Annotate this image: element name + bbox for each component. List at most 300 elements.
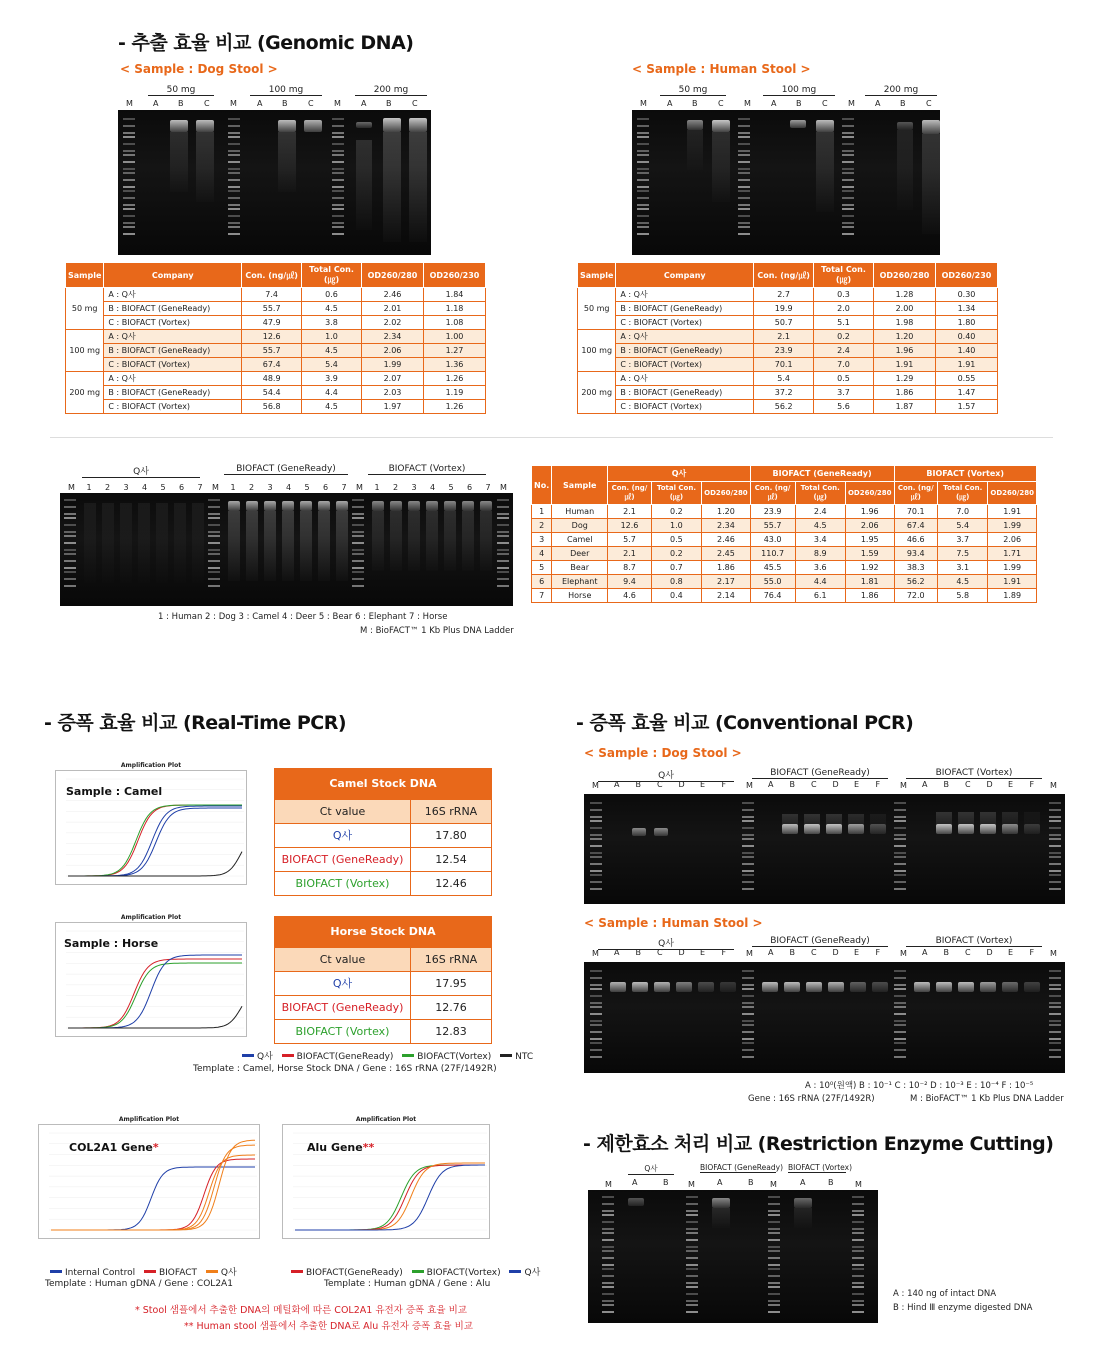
table-row — [532, 519, 1037, 533]
value-cell: 67.4 — [894, 519, 937, 533]
conv-lane-label: D — [832, 948, 839, 957]
conv-lane-label: A — [922, 948, 928, 957]
sample-header: Sample — [552, 466, 608, 505]
conv-lane-m: M — [1050, 781, 1057, 790]
gel-smear — [816, 132, 834, 212]
value-cell: 1.98 — [874, 316, 936, 330]
company-cell: B : BIOFACT (GeneReady) — [104, 302, 242, 316]
gel-band — [897, 122, 913, 130]
company-cell: A : Q사 — [616, 372, 754, 386]
company-header: BIOFACT (Vortex) — [894, 466, 1037, 482]
gel-band — [336, 501, 348, 511]
conv-lane-label: D — [832, 780, 839, 789]
species-lane-label: 3 — [411, 483, 417, 492]
value-cell: 45.5 — [750, 561, 795, 575]
sample-cell: 50 mg — [66, 288, 104, 330]
value-cell: 1.0 — [651, 519, 701, 533]
table-row — [66, 358, 486, 372]
gel-smear — [356, 140, 372, 230]
conv-lane-label: E — [1008, 948, 1014, 957]
value-cell: 1.28 — [874, 288, 936, 302]
alu-note: ** Human stool 샘플에서 추출한 DNA로 Alu 유전자 증폭 효율 비교 — [184, 1321, 473, 1332]
value-cell: 2.00 — [874, 302, 936, 316]
ladder-lane — [842, 118, 854, 243]
value-cell: 55.7 — [242, 344, 302, 358]
value-cell: 1.26 — [423, 400, 485, 414]
company-cell: C : BIOFACT (Vortex) — [616, 316, 754, 330]
company-cell: A : Q사 — [104, 288, 242, 302]
value-cell: 2.1 — [608, 547, 651, 561]
ct-table-row: BIOFACT (Vortex) 12.83 — [275, 1019, 491, 1043]
value-cell: 2.34 — [362, 330, 424, 344]
gel-band — [278, 120, 296, 132]
conv-lane-label: B — [789, 780, 795, 789]
value-cell: 1.71 — [988, 547, 1037, 561]
gel-smear — [712, 1208, 730, 1228]
species-lane-label: 7 — [485, 483, 491, 492]
species-lane-label: 5 — [160, 483, 166, 492]
table-header: OD260/230 — [935, 263, 997, 288]
gel-smear — [426, 511, 438, 571]
ladder-lane — [228, 118, 240, 243]
gel-smear — [980, 812, 996, 834]
gel-smear — [826, 814, 842, 834]
value-cell: 2.17 — [702, 575, 751, 589]
gel-smear — [687, 130, 703, 170]
gel-band — [356, 122, 372, 128]
species-group-label: Q사 — [82, 464, 200, 478]
lane-label: B — [796, 99, 802, 108]
table-row — [578, 344, 998, 358]
value-cell: 7.0 — [814, 358, 874, 372]
gel-smear — [408, 511, 420, 571]
horse-amplification-plot — [55, 914, 247, 1037]
dog-stool-label: < Sample : Dog Stool > — [120, 62, 278, 76]
ct-table-row: BIOFACT (Vortex) 12.46 — [275, 871, 491, 895]
gel-smear — [390, 511, 402, 571]
value-cell: 2.07 — [362, 372, 424, 386]
table-header: OD260/230 — [423, 263, 485, 288]
value-cell: 1.27 — [423, 344, 485, 358]
lane-label: B — [282, 99, 288, 108]
value-cell: 2.02 — [362, 316, 424, 330]
ladder-lane — [123, 118, 135, 243]
conv-dog-gel — [584, 794, 1065, 904]
conv-lane-label: F — [1029, 948, 1035, 957]
lane-m: M — [126, 99, 133, 108]
restriction-gel — [588, 1190, 878, 1323]
value-cell: 1.86 — [702, 561, 751, 575]
re-group-label: BIOFACT (Vortex) — [788, 1163, 853, 1172]
value-cell: 70.1 — [754, 358, 814, 372]
value-cell: 1.08 — [423, 316, 485, 330]
lane-m: M — [230, 99, 237, 108]
gel-smear — [372, 511, 384, 571]
gel-band — [794, 1198, 812, 1208]
company-header: BIOFACT (GeneReady) — [750, 466, 894, 482]
gel-band — [980, 982, 996, 992]
col2a1-legend: Internal Control BIOFACT Q사 — [44, 1265, 237, 1278]
col2a1-label: COL2A1 Gene* — [69, 1141, 159, 1154]
gel-smear — [409, 132, 427, 242]
ct-table-row: BIOFACT (GeneReady) 12.54 — [275, 847, 491, 871]
value-cell: 4.5 — [795, 519, 845, 533]
value-cell: 5.8 — [937, 589, 987, 603]
value-cell: 1.18 — [423, 302, 485, 316]
sub-header: Con. (ng/㎕) — [750, 482, 795, 505]
conv-human-gel — [584, 962, 1065, 1073]
no-header: No. — [532, 466, 552, 505]
legend-vortex: BIOFACT(Vortex) — [417, 1052, 492, 1062]
value-cell: 93.4 — [894, 547, 937, 561]
value-cell: 1.91 — [988, 505, 1037, 519]
ladder-lane — [738, 118, 750, 243]
value-cell: 0.7 — [651, 561, 701, 575]
gel-band — [872, 982, 888, 992]
gel-band — [246, 501, 258, 511]
ladder-lane — [497, 499, 509, 594]
gel-smear — [804, 814, 820, 834]
gel-band — [390, 501, 402, 511]
value-cell: 1.91 — [935, 358, 997, 372]
value-cell: 2.4 — [814, 344, 874, 358]
value-cell: 8.9 — [795, 547, 845, 561]
gel-band — [282, 501, 294, 511]
sub-header: Total Con. (㎍) — [937, 482, 987, 505]
sub-header: Total Con. (㎍) — [651, 482, 701, 505]
ladder-lane — [686, 1196, 698, 1316]
ladder-lane — [352, 499, 364, 594]
re-lane-label: A — [800, 1178, 806, 1187]
gel-smear — [170, 132, 188, 192]
sub-header: OD260/280 — [702, 482, 751, 505]
conv-gene-note: Gene : 16S rRNA (27F/1492R) — [748, 1094, 875, 1104]
value-cell: 0.5 — [814, 372, 874, 386]
group-100mg-human: 100 mg — [763, 85, 835, 96]
lane-label: B — [178, 99, 184, 108]
restriction-note-b: B : Hind Ⅲ enzyme digested DNA — [893, 1303, 1033, 1313]
value-cell: 55.0 — [750, 575, 795, 589]
gel-smear — [897, 130, 913, 210]
species-lane-label: M — [356, 483, 363, 492]
gel-band — [654, 982, 670, 992]
gel-band — [720, 982, 736, 992]
lane-m: M — [848, 99, 855, 108]
value-cell: 2.06 — [362, 344, 424, 358]
value-cell: 23.9 — [754, 344, 814, 358]
realtime-title: - 증폭 효율 비교 (Real-Time PCR) — [44, 712, 347, 734]
conv-lane-m: M — [900, 781, 907, 790]
dilution-note: A : 10⁰(원액) B : 10⁻¹ C : 10⁻² D : 10⁻³ E : 10⁻⁴ F : 10⁻⁵ — [805, 1081, 1034, 1091]
value-cell: Camel — [552, 533, 608, 547]
gel-band — [632, 982, 648, 992]
alu-amplification-plot — [282, 1116, 490, 1239]
value-cell: Bear — [552, 561, 608, 575]
species-gel — [60, 493, 513, 606]
conv-lane-label: B — [635, 780, 641, 789]
ct-table-row: Q사 17.95 — [275, 971, 491, 995]
table-header: OD260/280 — [362, 263, 424, 288]
table-row — [532, 575, 1037, 589]
value-cell: 1.96 — [845, 505, 894, 519]
ladder-lane — [894, 802, 906, 897]
gel-smear — [480, 511, 492, 571]
gel-band — [426, 501, 438, 511]
value-cell: 1.34 — [935, 302, 997, 316]
gel-band — [850, 982, 866, 992]
gel-band — [687, 120, 703, 130]
value-cell: 2.7 — [754, 288, 814, 302]
value-cell: 12.6 — [608, 519, 651, 533]
table-row — [578, 330, 998, 344]
gel-band — [632, 828, 646, 836]
table-row — [578, 386, 998, 400]
ladder-lane — [590, 970, 602, 1065]
lane-label: C — [308, 99, 314, 108]
methylation-note: * Stool 샘플에서 추출한 DNA의 메틸화에 따른 COL2A1 유전자 증폭 효율 비교 — [135, 1305, 467, 1316]
gel-smear — [282, 511, 294, 581]
ct-table-row: Q사 17.80 — [275, 823, 491, 847]
value-cell: 4.4 — [302, 386, 362, 400]
species-lane-label: 2 — [105, 483, 111, 492]
genomic-dog-gel — [118, 110, 431, 255]
table-row — [66, 302, 486, 316]
genomic-human-table — [577, 262, 998, 414]
conv-lane-label: F — [721, 948, 727, 957]
value-cell: 4.5 — [302, 400, 362, 414]
lane-label: C — [204, 99, 210, 108]
lane-label: B — [692, 99, 698, 108]
value-cell: 4.5 — [302, 302, 362, 316]
conv-lane-label: E — [854, 948, 860, 957]
lane-label: A — [257, 99, 263, 108]
value-cell: 2 — [532, 519, 552, 533]
value-cell: 0.40 — [935, 330, 997, 344]
human-stool-label: < Sample : Human Stool > — [632, 62, 811, 76]
horse-ct-table — [274, 916, 492, 1044]
species-lane-label: 7 — [197, 483, 203, 492]
gel-band — [790, 120, 806, 128]
value-cell: Horse — [552, 589, 608, 603]
value-cell: 23.9 — [750, 505, 795, 519]
ladder-lane — [64, 499, 76, 594]
table-row — [578, 288, 998, 302]
gel-band — [676, 982, 692, 992]
gel-smear — [870, 814, 886, 834]
gel-band — [828, 982, 844, 992]
value-cell: 3.1 — [937, 561, 987, 575]
sample-cell: 100 mg — [66, 330, 104, 372]
conv-lane-label: D — [678, 780, 685, 789]
gel-band — [300, 501, 312, 511]
re-lane-label: B — [663, 1178, 669, 1187]
table-row — [578, 372, 998, 386]
value-cell: 72.0 — [894, 589, 937, 603]
lane-label: B — [900, 99, 906, 108]
lane-label: C — [822, 99, 828, 108]
gel-band — [1002, 982, 1018, 992]
conv-lane-label: E — [1008, 780, 1014, 789]
value-cell: 19.9 — [754, 302, 814, 316]
ladder-lane — [742, 970, 754, 1065]
value-cell: 4 — [532, 547, 552, 561]
lane-label: A — [153, 99, 159, 108]
value-cell: 5.4 — [754, 372, 814, 386]
species-lane-label: M — [500, 483, 507, 492]
gel-band — [372, 501, 384, 511]
species-legend: 1 : Human 2 : Dog 3 : Camel 4 : Deer 5 : Bear 6 : Elephant 7 : Horse — [158, 612, 448, 622]
value-cell: 6.1 — [795, 589, 845, 603]
conv-lane-label: F — [1029, 780, 1035, 789]
company-cell: B : BIOFACT (GeneReady) — [104, 386, 242, 400]
value-cell: 50.7 — [754, 316, 814, 330]
species-lane-label: 1 — [230, 483, 236, 492]
gel-band — [228, 501, 240, 511]
gel-band — [1024, 982, 1040, 992]
col2a1-template: Template : Human gDNA / Gene : COL2A1 — [45, 1279, 233, 1289]
conv-lane-label: C — [657, 780, 663, 789]
conv-lane-label: B — [943, 780, 949, 789]
gel-smear — [462, 511, 474, 571]
re-lane-m: M — [770, 1180, 777, 1189]
group-200mg: 200 mg — [355, 85, 427, 96]
value-cell: 1.57 — [935, 400, 997, 414]
gel-smear — [174, 503, 186, 583]
gel-band — [304, 120, 322, 132]
camel-amplification-plot — [55, 762, 247, 885]
company-cell: C : BIOFACT (Vortex) — [104, 358, 242, 372]
re-lane-label: B — [748, 1178, 754, 1187]
value-cell: 2.01 — [362, 302, 424, 316]
sample-cell: 100 mg — [578, 330, 616, 372]
value-cell: 5.4 — [937, 519, 987, 533]
conv-group-label: BIOFACT (Vortex) — [906, 768, 1042, 779]
table-header: Sample — [578, 263, 616, 288]
sub-header: OD260/280 — [988, 482, 1037, 505]
value-cell: 48.9 — [242, 372, 302, 386]
lane-label: A — [875, 99, 881, 108]
value-cell: 0.4 — [651, 589, 701, 603]
ladder-lane — [894, 970, 906, 1065]
value-cell: 2.45 — [702, 547, 751, 561]
legend-geneready: BIOFACT(GeneReady) — [296, 1052, 394, 1062]
species-lane-label: 3 — [267, 483, 273, 492]
lane-m: M — [744, 99, 751, 108]
gel-smear — [782, 814, 798, 834]
ladder-lane — [590, 802, 602, 897]
value-cell: 0.2 — [814, 330, 874, 344]
gel-smear — [922, 134, 940, 234]
re-lane-m: M — [855, 1180, 862, 1189]
sample-cell: 200 mg — [66, 372, 104, 414]
conv-lane-label: F — [875, 780, 881, 789]
ladder-lane — [852, 1196, 864, 1316]
value-cell: 1.47 — [935, 386, 997, 400]
value-cell: 4.6 — [608, 589, 651, 603]
genomic-human-gel — [632, 110, 940, 255]
species-lane-label: 5 — [304, 483, 310, 492]
value-cell: 1.00 — [423, 330, 485, 344]
table-header: Sample — [66, 263, 104, 288]
company-cell: A : Q사 — [616, 330, 754, 344]
table-row — [532, 547, 1037, 561]
conv-human-label: < Sample : Human Stool > — [584, 916, 763, 930]
value-cell: 1.26 — [423, 372, 485, 386]
species-lane-label: M — [68, 483, 75, 492]
gel-smear — [156, 503, 168, 583]
value-cell: 3 — [532, 533, 552, 547]
value-cell: 46.6 — [894, 533, 937, 547]
species-lane-label: 6 — [179, 483, 185, 492]
species-lane-label: 4 — [142, 483, 148, 492]
ladder-lane — [602, 1196, 614, 1316]
ct-table-head: Ct value 16S rRNA — [275, 799, 491, 823]
conv-lane-label: F — [875, 948, 881, 957]
ct-table-title: Horse Stock DNA — [275, 917, 491, 947]
company-cell: A : Q사 — [104, 330, 242, 344]
gel-band — [958, 982, 974, 992]
lane-label: A — [667, 99, 673, 108]
conv-group-label: BIOFACT (GeneReady) — [752, 768, 888, 779]
conv-lane-label: A — [768, 948, 774, 957]
legend-ntc: NTC — [515, 1052, 534, 1062]
gel-smear — [246, 511, 258, 581]
ct-table-row: BIOFACT (GeneReady) 12.76 — [275, 995, 491, 1019]
table-header: Con. (ng/㎕) — [754, 263, 814, 288]
amplification-curve — [68, 959, 242, 1028]
value-cell: 4.5 — [302, 344, 362, 358]
sub-header: Con. (ng/㎕) — [894, 482, 937, 505]
gel-band — [816, 120, 834, 132]
amplification-curve — [68, 808, 242, 876]
value-cell: 38.3 — [894, 561, 937, 575]
species-lane-label: 5 — [448, 483, 454, 492]
species-lane-label: 7 — [341, 483, 347, 492]
table-row — [532, 561, 1037, 575]
ladder-lane — [1049, 802, 1061, 897]
value-cell: 7.0 — [937, 505, 987, 519]
conv-lane-m: M — [592, 949, 599, 958]
table-row — [66, 372, 486, 386]
table-row — [532, 533, 1037, 547]
value-cell: 1.99 — [988, 519, 1037, 533]
gel-smear — [444, 511, 456, 571]
amplification-curve — [51, 1145, 255, 1230]
conv-lane-label: C — [811, 780, 817, 789]
conv-lane-label: A — [614, 780, 620, 789]
gel-smear — [300, 511, 312, 581]
value-cell: 7 — [532, 589, 552, 603]
value-cell: 2.1 — [754, 330, 814, 344]
company-cell: C : BIOFACT (Vortex) — [104, 316, 242, 330]
value-cell: 1.80 — [935, 316, 997, 330]
gel-smear — [936, 812, 952, 834]
value-cell: 76.4 — [750, 589, 795, 603]
value-cell: 5.4 — [302, 358, 362, 372]
value-cell: 1.96 — [874, 344, 936, 358]
company-cell: C : BIOFACT (Vortex) — [616, 358, 754, 372]
ladder-lane — [1049, 970, 1061, 1065]
species-table — [531, 465, 1037, 603]
lane-label: C — [412, 99, 418, 108]
gel-band — [408, 501, 420, 511]
realtime-legend — [236, 1049, 533, 1062]
value-cell: 47.9 — [242, 316, 302, 330]
gel-band — [784, 982, 800, 992]
sample-cell: 200 mg — [578, 372, 616, 414]
gel-band — [444, 501, 456, 511]
gel-band — [712, 1198, 730, 1208]
